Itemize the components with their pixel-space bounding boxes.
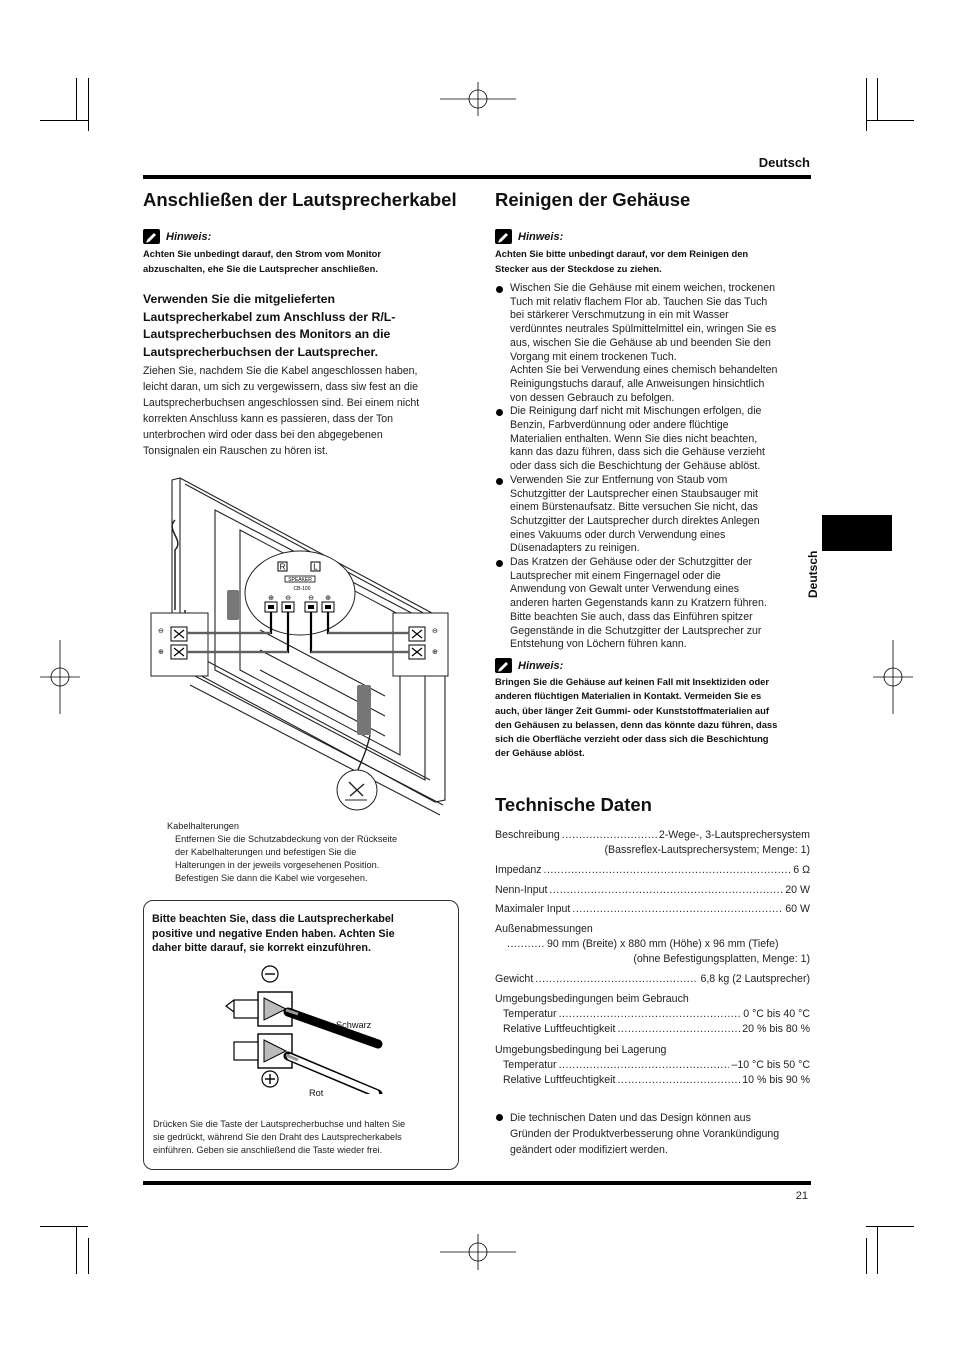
registration-mark-top — [440, 82, 516, 116]
spec-gewicht: Gewicht ..... 6,8 kg (2 Lautsprecher) — [495, 973, 810, 988]
left-section-title: Anschließen der Lautsprecherkabel — [143, 189, 457, 210]
list-item: Die Reinigung darf nicht mit Mischungen erfolgen, die Benzin, Farbverdünnung oder andere flüchtige Materialien enthalten. Wenn Sie dies nicht beachten, kann das dazu führen, dass sich die Gehäuse verzieht oder dass sich die Beschichtung der Gehäuse ablöst. — [495, 405, 815, 474]
list-item: Wischen Sie die Gehäuse mit einem weichen, trockenen Tuch mit relativ flachem Flor ab. Tauchen Sie das Tuch bei stärkerer Verschmutzung in ein mit Wasser verdünntes neutrales Spülmittelmittel ein, wringen Sie es aus, wischen Sie die Gehäuse ab und beenden Sie den Vorgang mit einem trockenen Tuch. Achten Sie bei Verwendung eines chemisch behandelten Reinigungstuchs darauf, alle Anweisungen hinsichtlich von dessen Gebrauch zu befolgen. — [495, 282, 815, 405]
registration-mark-left — [40, 640, 80, 714]
svg-text:⊕: ⊕ — [268, 595, 274, 602]
cable-holder-caption: Kabelhalterungen Entfernen Sie die Schutzabdeckung von der Rückseite der Kabelhalterungen und befestigen Sie die Halterungen in der jeweils vorgesehenen Position. Befestigen Sie dann die Kabel wie vorgesehen. — [167, 821, 398, 883]
polarity-note-footer: Drücken Sie die Taste der Lautsprecherbuchse und halten Sie sie gedrückt, während Sie den Draht des Lautsprecherkabels einführen. Geben sie anschließend die Taste wieder frei. — [153, 1119, 406, 1155]
cleaning-bullet-list — [495, 282, 815, 652]
svg-text:⊕: ⊕ — [325, 595, 331, 602]
polarity-note-heading: Bitte beachten Sie, dass die Lautsprecherkabel positive und negative Enden haben. Achten Sie daher bitte darauf, sie korrekt einzuführen. — [152, 913, 395, 955]
footer-rule — [143, 1181, 811, 1185]
left-hint — [143, 229, 463, 276]
spec-impedanz: Impedanz ..... 6 Ω — [495, 864, 810, 879]
note-pencil-icon — [495, 658, 512, 673]
hint-text: Bringen Sie die Gehäuse auf keinen Fall mit Insektiziden oder anderen flüchtigen Materialien in Kontakt. Vermeiden Sie es auch, über länger Zeit Gummi- oder Kunststoffmaterialien auf den Gehäusen zu belassen, denn das könnte dazu führen, dass sich die Oberfläche verzieht oder dass sich die Beschichtung der Gehäuse ablöst. — [495, 676, 778, 759]
spec-nenn-input: Nenn-Input ..... 20 W — [495, 884, 810, 899]
speaker-connection-diagram — [145, 470, 450, 820]
hint-text: Achten Sie bitte unbedingt darauf, vor dem Reinigen den Stecker aus der Steckdose zu ziehen. — [495, 248, 749, 274]
spec-gebrauch: Umgebungsbedingungen beim Gebrauch Temperatur ..... 0 °C bis 40 °C Relative Luftfeuchtigkeit ..... 20 % bis 80 % — [495, 993, 810, 1038]
right-hint-2 — [495, 658, 815, 761]
hint-label: Hinweis: — [166, 230, 212, 243]
header-rule — [143, 175, 811, 179]
right-hint-1 — [495, 229, 815, 276]
spec-lagerung: Umgebungsbedingung bei Lagerung Temperatur ..... –10 °C bis 50 °C Relative Luftfeuchtigkeit ..... 10 % bis 90 % — [495, 1044, 810, 1089]
spec-abmessungen: Außenabmessungen ..... 90 mm (Breite) x 880 mm (Höhe) x 96 mm (Tiefe) (ohne Befestigungsplatten, Menge: 1) — [495, 923, 810, 968]
note-pencil-icon — [143, 229, 160, 244]
hint-label: Hinweis: — [518, 659, 564, 672]
spec-beschreibung: Beschreibung ..... 2-Wege-, 3-Lautsprechersystem (Bassreflex-Lautsprechersystem; Menge: 1) — [495, 829, 810, 859]
left-body-text: Ziehen Sie, nachdem Sie die Kabel angeschlossen haben, leicht daran, um sich zu vergewissern, dass siw fest an die Lautsprecherbuchsen angeschlossen sind. Bei einem nicht korrekten Anschluss kann es passieren, dass der Ton unterbrochen wird oder dass bei den abgegebenen Tonsignalen ein Rauschen zu hören ist. — [143, 365, 420, 457]
side-tab-label: Deutsch — [806, 550, 820, 598]
registration-mark-bottom — [440, 1234, 516, 1270]
speaker-terminal-label: SPEAKER — [288, 577, 312, 583]
svg-text:⊖: ⊖ — [432, 628, 438, 635]
hint-text: Achten Sie unbedingt darauf, den Strom vom Monitor abzuschalten, ehe Sie die Lautsprecher anschließen. — [143, 248, 382, 274]
label-schwarz: Schwarz — [336, 1020, 372, 1030]
terminal-label-r: R — [279, 562, 286, 572]
spec-max-input: Maximaler Input ..... 60 W — [495, 903, 810, 918]
spec-note — [495, 1110, 815, 1158]
terminal-label-l: L — [313, 562, 318, 572]
model-label: CB-100 — [293, 586, 311, 592]
left-subheading: Verwenden Sie die mitgelieferten Lautsprecherkabel zum Anschluss der R/L- Lautsprecherbuchsen des Monitors an die Lautsprecherbuchsen der Lautsprecher. — [143, 292, 396, 359]
right-section-title: Reinigen der Gehäuse — [495, 189, 691, 210]
svg-text:⊖: ⊖ — [158, 628, 164, 635]
svg-text:⊕: ⊕ — [432, 649, 438, 656]
svg-text:⊖: ⊖ — [308, 595, 314, 602]
registration-mark-right — [873, 640, 913, 714]
list-item: Die technischen Daten und das Design können aus Gründen der Produktverbesserung ohne Vorankündigung geändert oder modifiziert werden. — [495, 1110, 815, 1158]
label-rot: Rot — [309, 1088, 324, 1098]
hint-label: Hinweis: — [518, 230, 564, 243]
list-item: Verwenden Sie zur Entfernung von Staub vom Schutzgitter der Lautsprecher einen Staubsauger mit einem Bürstenaufsatz. Bitte versuchen Sie nicht, das Schutzgitter der Lautsprecher durch direktes Anlegen eines Vakuums oder durch Verwendung eines Düsenadapters zu reinigen. — [495, 474, 815, 556]
header-language: Deutsch — [758, 155, 810, 170]
specs-title: Technische Daten — [495, 794, 652, 815]
page-number: 21 — [795, 1190, 808, 1202]
list-item: Das Kratzen der Gehäuse oder der Schutzgitter der Lautsprecher mit einem Fingernagel oder die Anwendung von Gewalt unter Verwendung eines anderen harten Gegenstands kann zu Kratzern führen. Bitte beachten Sie auch, dass das Einführen spitzer Gegenstände in die Schutzgitter der Lautsprecher zur Entstehung von Löchern führen kann. — [495, 556, 815, 652]
side-tab-block — [822, 515, 892, 551]
svg-text:⊕: ⊕ — [158, 649, 164, 656]
note-pencil-icon — [495, 229, 512, 244]
svg-text:⊖: ⊖ — [285, 595, 291, 602]
